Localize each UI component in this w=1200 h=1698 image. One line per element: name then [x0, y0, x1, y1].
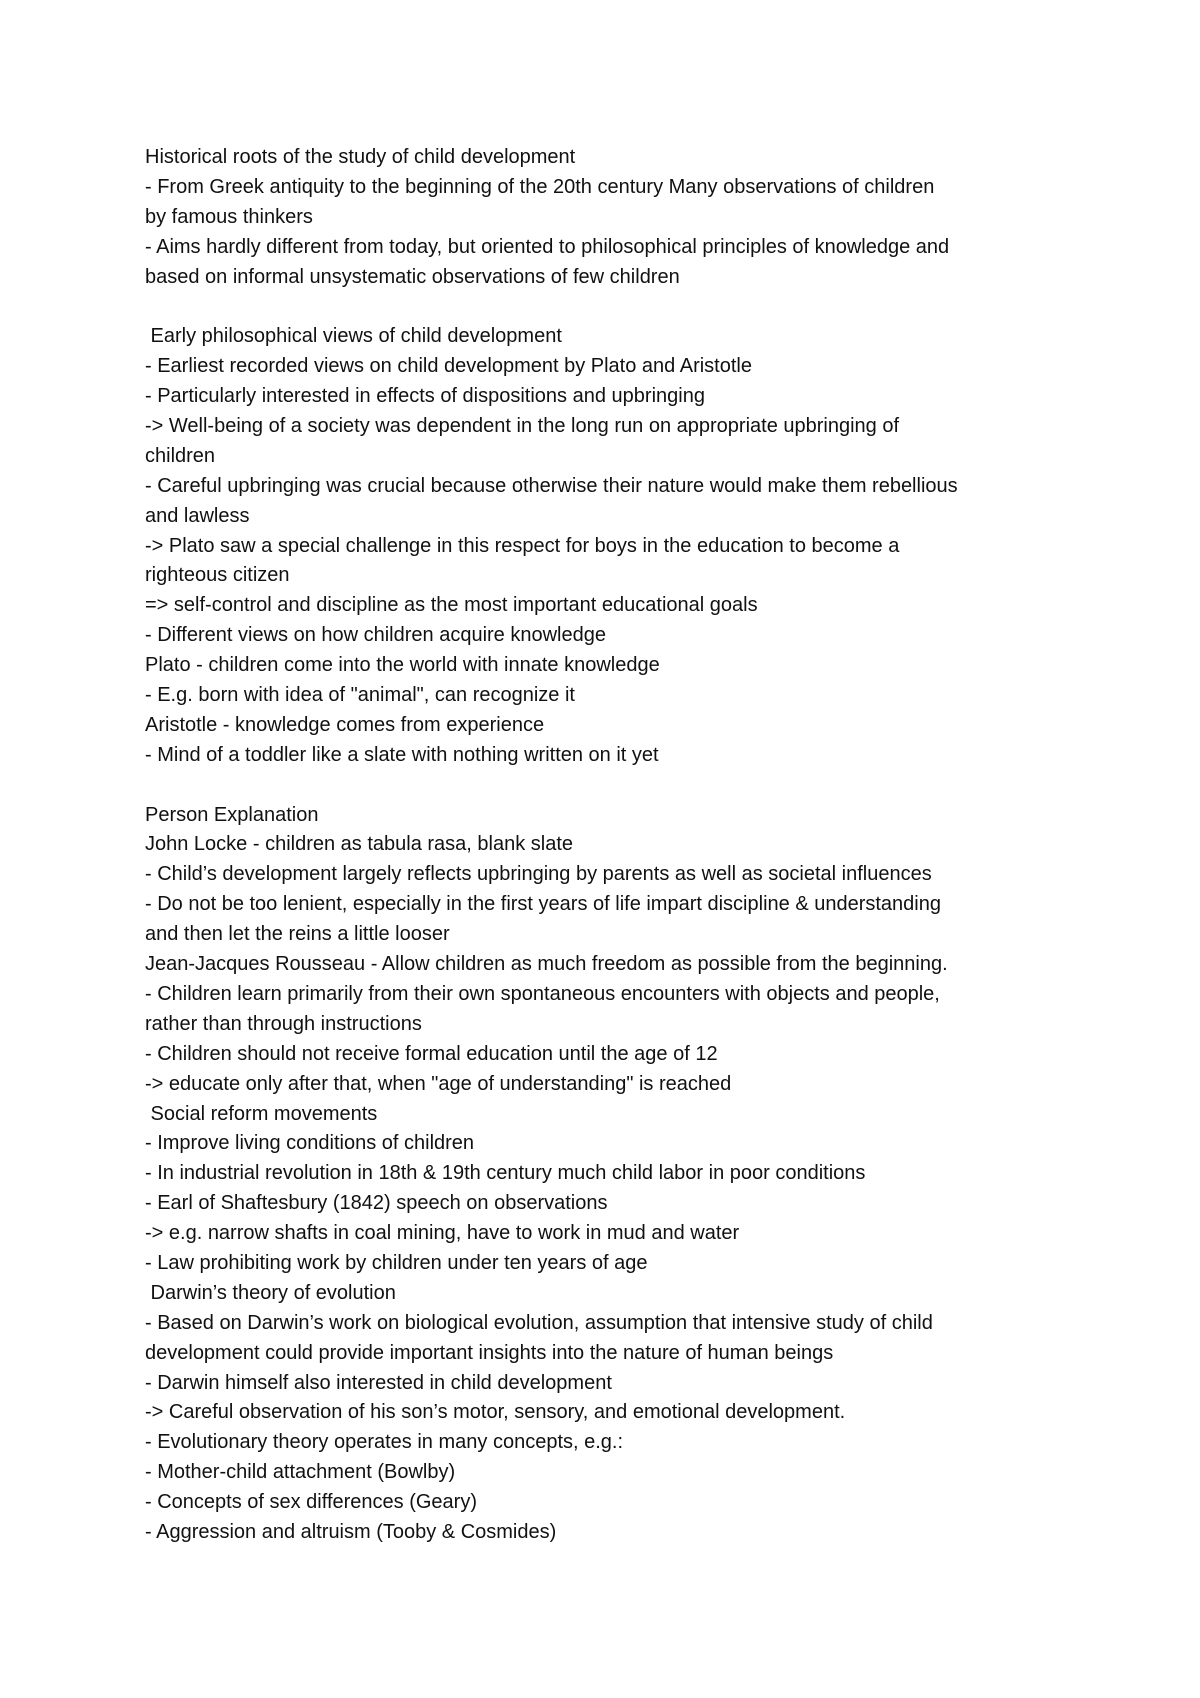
- text-line: -> educate only after that, when "age of understanding" is reached: [145, 1072, 732, 1095]
- text-line: children: [145, 444, 216, 467]
- text-line: - Child’s development largely reflects upbringing by parents as well as societal influences: [145, 863, 932, 886]
- text-line: - Different views on how children acquire knowledge: [145, 624, 606, 647]
- text-line: based on informal unsystematic observations of few children: [145, 265, 680, 288]
- text-line: rather than through instructions: [145, 1012, 422, 1035]
- text-line: - Earl of Shaftesbury (1842) speech on observations: [145, 1192, 608, 1215]
- section-heading-darwin-theory: Darwin’s theory of evolution: [145, 1281, 396, 1304]
- text-line: - From Greek antiquity to the beginning of the 20th century Many observations of children: [145, 175, 935, 198]
- section-heading-social-reform: Social reform movements: [145, 1102, 378, 1125]
- text-line: - Mind of a toddler like a slate with nothing written on it yet: [145, 743, 659, 766]
- document-body: [145, 143, 1085, 1548]
- text-line: - Evolutionary theory operates in many concepts, e.g.:: [145, 1431, 624, 1454]
- text-line: - Children should not receive formal education until the age of 12: [145, 1042, 718, 1065]
- text-line: - In industrial revolution in 18th & 19th century much child labor in poor conditions: [145, 1162, 866, 1185]
- text-line: development could provide important insights into the nature of human beings: [145, 1341, 834, 1364]
- text-line: - Earliest recorded views on child development by Plato and Aristotle: [145, 355, 752, 378]
- section-heading-early-philosophical-views: Early philosophical views of child development: [145, 325, 562, 348]
- text-line: - Particularly interested in effects of dispositions and upbringing: [145, 385, 705, 408]
- blank-line: [145, 771, 1085, 801]
- text-line: and then let the reins a little looser: [145, 923, 450, 946]
- text-line: - Children learn primarily from their own spontaneous encounters with objects and people,: [145, 982, 940, 1005]
- text-line: - Darwin himself also interested in child development: [145, 1371, 612, 1394]
- text-line: - E.g. born with idea of "animal", can recognize it: [145, 684, 575, 707]
- text-line: - Concepts of sex differences (Geary): [145, 1491, 477, 1514]
- text-line: - Do not be too lenient, especially in the first years of life impart discipline & understanding: [145, 893, 941, 916]
- text-line: and lawless: [145, 504, 250, 527]
- section-heading-historical-roots: Historical roots of the study of child development: [145, 146, 576, 168]
- text-line: - Based on Darwin’s work on biological evolution, assumption that intensive study of child: [145, 1311, 933, 1334]
- section-heading-person-explanation: Person Explanation: [145, 803, 319, 826]
- text-line: - Mother-child attachment (Bowlby): [145, 1461, 456, 1484]
- text-line: - Aims hardly different from today, but oriented to philosophical principles of knowledge and: [145, 235, 950, 258]
- text-line: - Aggression and altruism (Tooby & Cosmides): [145, 1520, 557, 1543]
- text-line: -> Careful observation of his son’s motor, sensory, and emotional development.: [145, 1401, 846, 1424]
- blank-line: [145, 292, 1085, 322]
- text-line: Jean-Jacques Rousseau - Allow children as much freedom as possible from the beginning.: [145, 953, 948, 976]
- text-line: John Locke - children as tabula rasa, blank slate: [145, 833, 574, 856]
- text-line: -> Plato saw a special challenge in this respect for boys in the education to become a: [145, 534, 900, 557]
- text-line: - Law prohibiting work by children under ten years of age: [145, 1251, 648, 1274]
- text-line: - Careful upbringing was crucial because otherwise their nature would make them rebellious: [145, 474, 958, 497]
- text-line: -> e.g. narrow shafts in coal mining, have to work in mud and water: [145, 1222, 740, 1245]
- text-line: - Improve living conditions of children: [145, 1132, 475, 1155]
- text-line: Aristotle - knowledge comes from experience: [145, 713, 545, 736]
- text-line: Plato - children come into the world with innate knowledge: [145, 654, 660, 677]
- text-line: => self-control and discipline as the most important educational goals: [145, 594, 758, 617]
- text-line: righteous citizen: [145, 564, 290, 587]
- text-line: -> Well-being of a society was dependent in the long run on appropriate upbringing of: [145, 415, 900, 438]
- text-line: by famous thinkers: [145, 205, 313, 228]
